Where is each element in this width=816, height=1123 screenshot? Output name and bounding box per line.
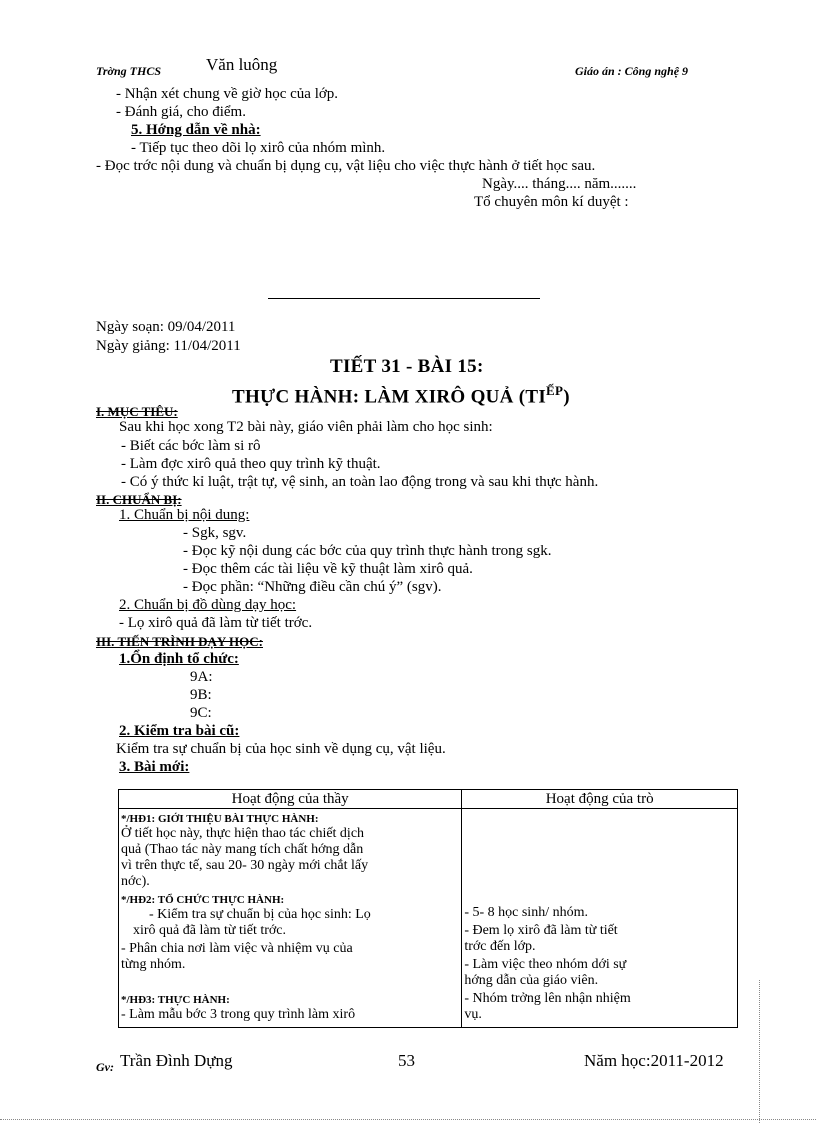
hd2-heading: */HĐ2: TỔ CHỨC THỰC HÀNH:: [121, 894, 285, 906]
prep-date: Ngày soạn: 09/04/2011: [96, 319, 236, 335]
teacher-line: vì trên thực tế, sau 20- 30 ngày mới chắt lấy: [121, 858, 369, 873]
student-line: - Đem lọ xirô đã làm từ tiết: [464, 923, 618, 938]
teacher-line: từng nhóm.: [121, 957, 186, 972]
objective-item-2: - Làm đợc xirô quả theo quy trình kỹ thuật.: [121, 456, 381, 472]
teacher-activity-cell: [119, 809, 462, 1028]
lesson-title: [232, 382, 570, 406]
student-activity-cell: [462, 809, 738, 1028]
separator-rule: [268, 298, 540, 299]
header-school-name: Văn luông: [206, 55, 278, 74]
hd3-heading: */HĐ3: THỰC HÀNH:: [121, 994, 230, 1006]
hd1-heading: */HĐ1: GIỚI THIỆU BÀI THỰC HÀNH:: [121, 813, 319, 825]
footer-teacher-label: Gv:: [96, 1060, 114, 1074]
footer-teacher-name: Trần Đình Dựng: [120, 1051, 233, 1070]
objectives-heading: I. MỤC TIÊU:: [96, 404, 178, 419]
teacher-line: - Làm mẫu bớc 3 trong quy trình làm xirô: [121, 1007, 356, 1022]
prep-content-item-2: - Đọc kỹ nội dung các bớc của quy trình thực hành trong sgk.: [183, 543, 552, 559]
footer-page-number: 53: [398, 1051, 415, 1070]
objective-item-3: - Có ý thức kỉ luật, trật tự, vệ sinh, an toàn lao động trong và sau khi thực hành.: [121, 474, 599, 490]
lesson-number: TIẾT 31 - BÀI 15:: [330, 356, 484, 377]
header-school-label: Trờng THCS: [96, 64, 162, 78]
student-line: vụ.: [464, 1007, 482, 1022]
page-edge-vertical-dots: [759, 980, 760, 1123]
process-heading: III. TIẾN TRÌNH DẠY HỌC:: [96, 634, 263, 649]
objective-item-1: - Biết các bớc làm si rô: [121, 438, 261, 454]
col-student-header: Hoạt động của trò: [462, 790, 738, 809]
activity-table: [118, 789, 738, 1028]
lesson-title-main: THỰC HÀNH: LÀM XIRÔ QUẢ (TI: [232, 386, 547, 408]
teacher-line: quả (Thao tác này mang tích chất hớng dẫn: [121, 842, 364, 857]
date-line: Ngày.... tháng.... năm.......: [482, 176, 637, 192]
check-text: Kiểm tra sự chuẩn bị của học sinh về dụng cụ, vật liệu.: [116, 741, 446, 757]
teacher-line: - Kiểm tra sự chuẩn bị của học sinh: Lọ: [149, 907, 371, 922]
footer-school-year: Năm học:2011-2012: [584, 1051, 724, 1070]
teach-date: Ngày giảng: 11/04/2011: [96, 338, 241, 354]
prep-content-item-4: - Đọc phần: “Những điều cần chú ý” (sgv).: [183, 579, 442, 595]
preparation-heading: II. CHUẨN BỊ:: [96, 492, 182, 507]
student-line: trớc đến lớp.: [464, 939, 536, 954]
prep-materials-heading: 2. Chuẩn bị đồ dùng dạy học:: [119, 597, 297, 613]
page-edge-dots: [0, 1119, 816, 1120]
review-line-1: - Nhận xét chung về giờ học của lớp.: [116, 86, 339, 102]
review-line-2: - Đánh giá, cho điểm.: [116, 104, 246, 120]
header-subject: Giáo án : Công nghệ 9: [575, 64, 689, 78]
teacher-line: xirô quả đã làm từ tiết trớc.: [133, 923, 287, 938]
prep-content-heading: 1. Chuẩn bị nội dung:: [119, 507, 250, 523]
teacher-line: - Phân chia nơi làm việc và nhiệm vụ của: [121, 941, 353, 956]
check-heading: 2. Kiểm tra bài cũ:: [119, 723, 240, 739]
student-line: - 5- 8 học sinh/ nhóm.: [464, 905, 588, 920]
student-line: hớng dẫn của giáo viên.: [464, 973, 599, 988]
class-9c: 9C:: [190, 705, 212, 721]
prep-content-item-3: - Đọc thêm các tài liệu về kỹ thuật làm xirô quả.: [183, 561, 473, 577]
lesson-title-end: ): [563, 386, 570, 408]
homework-line-2: - Đọc trớc nội dung và chuẩn bị dụng cụ, vật liệu cho việc thực hành ở tiết học sau.: [96, 158, 596, 174]
homework-line-1: - Tiếp tục theo dõi lọ xirô của nhóm mình.: [131, 140, 386, 156]
teacher-line: Ở tiết học này, thực hiện thao tác chiết dịch: [121, 826, 365, 841]
teacher-line: nớc).: [121, 874, 150, 889]
class-9a: 9A:: [190, 669, 213, 685]
prep-content-item-1: - Sgk, sgv.: [183, 525, 247, 541]
prep-materials-item: - Lọ xirô quả đã làm từ tiết trớc.: [119, 615, 313, 631]
stabilize-heading: 1.Ổn định tổ chức:: [119, 651, 239, 667]
approval-line: Tổ chuyên môn kí duyệt :: [474, 194, 629, 210]
student-line: - Nhóm trởng lên nhận nhiệm: [464, 991, 631, 1006]
homework-heading: 5. Hớng dẫn về nhà:: [131, 122, 261, 138]
student-line: - Làm việc theo nhóm dới sự: [464, 957, 627, 972]
objectives-intro: Sau khi học xong T2 bài này, giáo viên phải làm cho học sinh:: [119, 419, 493, 435]
new-lesson-heading: 3. Bài mới:: [119, 759, 190, 775]
col-teacher-header: Hoạt động của thầy: [119, 790, 462, 809]
class-9b: 9B:: [190, 687, 212, 703]
lesson-title-sup: ẾP: [546, 383, 564, 398]
